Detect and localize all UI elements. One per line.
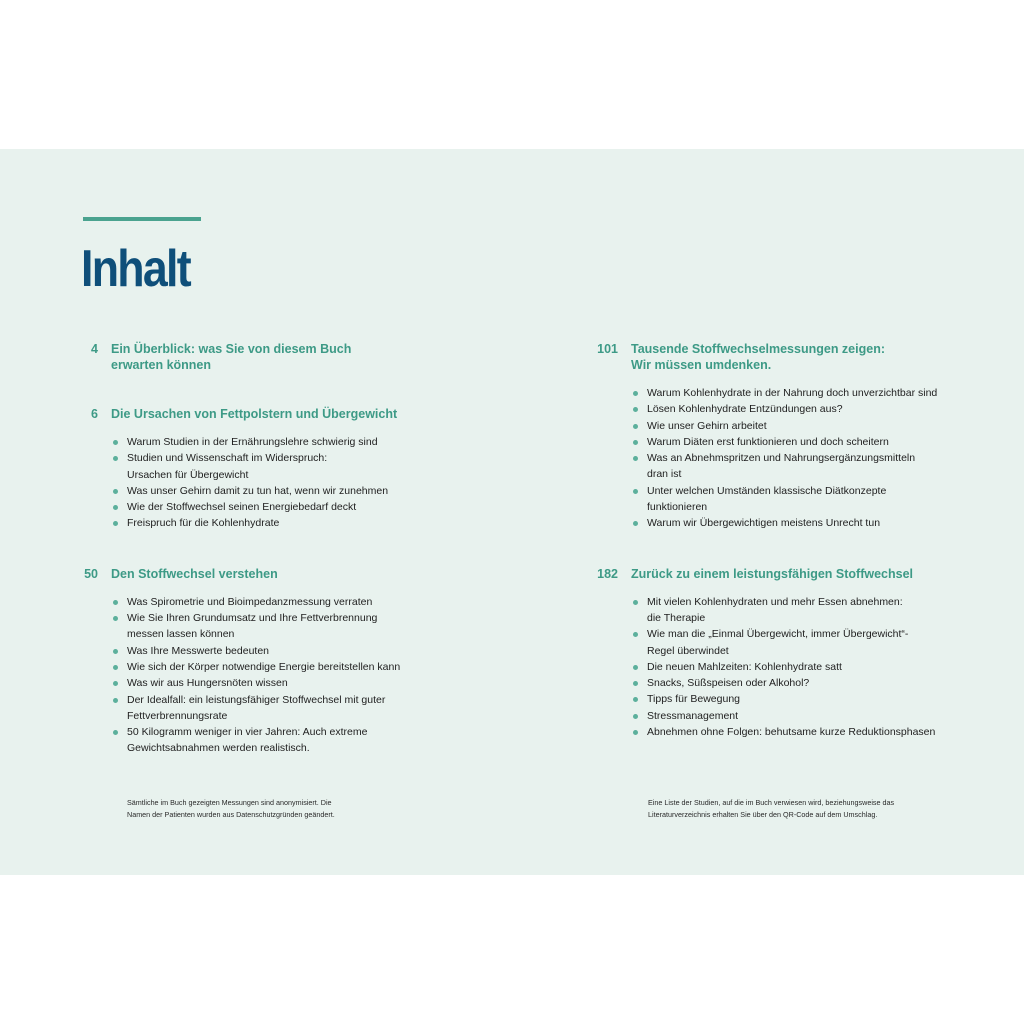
list-item: Studien und Wissenschaft im Widerspruch: Ursachen für Übergewicht [127, 450, 500, 483]
section-title: Tausende Stoffwechselmessungen zeigen: Wir müssen umdenken. [631, 342, 885, 372]
page-title: Inhalt [81, 240, 190, 298]
list-item: Was Spirometrie und Bioimpedanzmessung verraten [127, 594, 500, 610]
toc-page-spread [0, 149, 1024, 875]
list-item: Abnehmen ohne Folgen: behutsame kurze Reduktionsphasen [647, 724, 976, 740]
footnote-right: Eine Liste der Studien, auf die im Buch verwiesen wird, beziehungsweise das Literaturverzeichnis erhalten Sie über den QR-Code auf dem Umschlag. [648, 798, 895, 819]
list-item: Freispruch für die Kohlenhydrate [127, 515, 500, 531]
bullet-dot-icon [113, 456, 118, 461]
bullet-dot-icon [113, 649, 118, 654]
list-item: Warum Kohlenhydrate in der Nahrung doch unverzichtbar sind [647, 385, 976, 401]
toc-section [596, 341, 976, 373]
list-item: Stressmanagement [647, 708, 976, 724]
list-item: Die neuen Mahlzeiten: Kohlenhydrate satt [647, 659, 976, 675]
bullet-dot-icon [633, 489, 638, 494]
bullet-dot-icon [113, 665, 118, 670]
section-item-list [596, 385, 976, 532]
bullet-dot-icon [113, 489, 118, 494]
section-title: Zurück zu einem leistungsfähigen Stoffwechsel [631, 566, 913, 581]
accent-rule [83, 217, 201, 221]
list-item: Tipps für Bewegung [647, 691, 976, 707]
bullet-dot-icon [113, 521, 118, 526]
footnote-left: Sämtliche im Buch gezeigten Messungen sind anonymisiert. Die Namen der Patienten wurden aus Datenschutzgründen geändert. [127, 798, 335, 819]
section-title: Ein Überblick: was Sie von diesem Buch erwarten können [111, 342, 352, 372]
list-item: Mit vielen Kohlenhydraten und mehr Essen abnehmen: die Therapie [647, 594, 976, 627]
bullet-dot-icon [113, 616, 118, 621]
bullet-dot-icon [633, 424, 638, 429]
section-page-number: 101 [597, 342, 618, 356]
toc-section [80, 566, 500, 582]
list-item: Wie Sie Ihren Grundumsatz und Ihre Fettverbrennung messen lassen können [127, 610, 500, 643]
bullet-dot-icon [633, 632, 638, 637]
bullet-dot-icon [113, 440, 118, 445]
list-item: Was unser Gehirn damit zu tun hat, wenn wir zunehmen [127, 483, 500, 499]
section-page-number: 50 [84, 566, 98, 581]
bullet-dot-icon [113, 600, 118, 605]
bullet-dot-icon [633, 665, 638, 670]
toc-section [80, 341, 500, 373]
list-item: Snacks, Süßspeisen oder Alkohol? [647, 675, 976, 691]
bullet-dot-icon [113, 505, 118, 510]
section-page-number: 182 [597, 566, 618, 581]
list-item: Warum Diäten erst funktionieren und doch scheitern [647, 434, 976, 450]
section-page-number: 6 [91, 407, 98, 421]
list-item: Wie man die „Einmal Übergewicht, immer Übergewicht“- Regel überwindet [647, 626, 976, 659]
bullet-dot-icon [113, 681, 118, 686]
section-title: Den Stoffwechsel verstehen [111, 566, 278, 581]
section-item-list [80, 594, 500, 757]
bullet-dot-icon [633, 600, 638, 605]
toc-section [80, 406, 500, 422]
bullet-dot-icon [633, 456, 638, 461]
list-item: Der Idealfall: ein leistungsfähiger Stoffwechsel mit guter Fettverbrennungsrate [127, 692, 500, 725]
bullet-dot-icon [113, 698, 118, 703]
toc-column-right [596, 339, 976, 740]
section-title: Die Ursachen von Fettpolstern und Übergewicht [111, 407, 398, 421]
list-item: Warum Studien in der Ernährungslehre schwierig sind [127, 434, 500, 450]
list-item: Was wir aus Hungersnöten wissen [127, 675, 500, 691]
toc-section [596, 566, 976, 582]
list-item: Wie unser Gehirn arbeitet [647, 418, 976, 434]
bullet-dot-icon [633, 730, 638, 735]
bullet-dot-icon [633, 440, 638, 445]
bullet-dot-icon [633, 391, 638, 396]
list-item: Wie sich der Körper notwendige Energie bereitstellen kann [127, 659, 500, 675]
bullet-dot-icon [113, 730, 118, 735]
bullet-dot-icon [633, 407, 638, 412]
list-item: 50 Kilogramm weniger in vier Jahren: Auch extreme Gewichtsabnahmen werden realistisch. [127, 724, 500, 757]
list-item: Lösen Kohlenhydrate Entzündungen aus? [647, 401, 976, 417]
bullet-dot-icon [633, 521, 638, 526]
list-item: Was an Abnehmspritzen und Nahrungsergänzungsmitteln dran ist [647, 450, 976, 483]
bullet-dot-icon [633, 714, 638, 719]
list-item: Was Ihre Messwerte bedeuten [127, 643, 500, 659]
section-page-number: 4 [91, 342, 98, 356]
bullet-dot-icon [633, 681, 638, 686]
toc-column-left [80, 339, 500, 757]
section-item-list [80, 434, 500, 532]
bullet-dot-icon [633, 697, 638, 702]
list-item: Unter welchen Umständen klassische Diätkonzepte funktionieren [647, 483, 976, 516]
list-item: Warum wir Übergewichtigen meistens Unrecht tun [647, 515, 976, 531]
section-item-list [596, 594, 976, 741]
list-item: Wie der Stoffwechsel seinen Energiebedarf deckt [127, 499, 500, 515]
